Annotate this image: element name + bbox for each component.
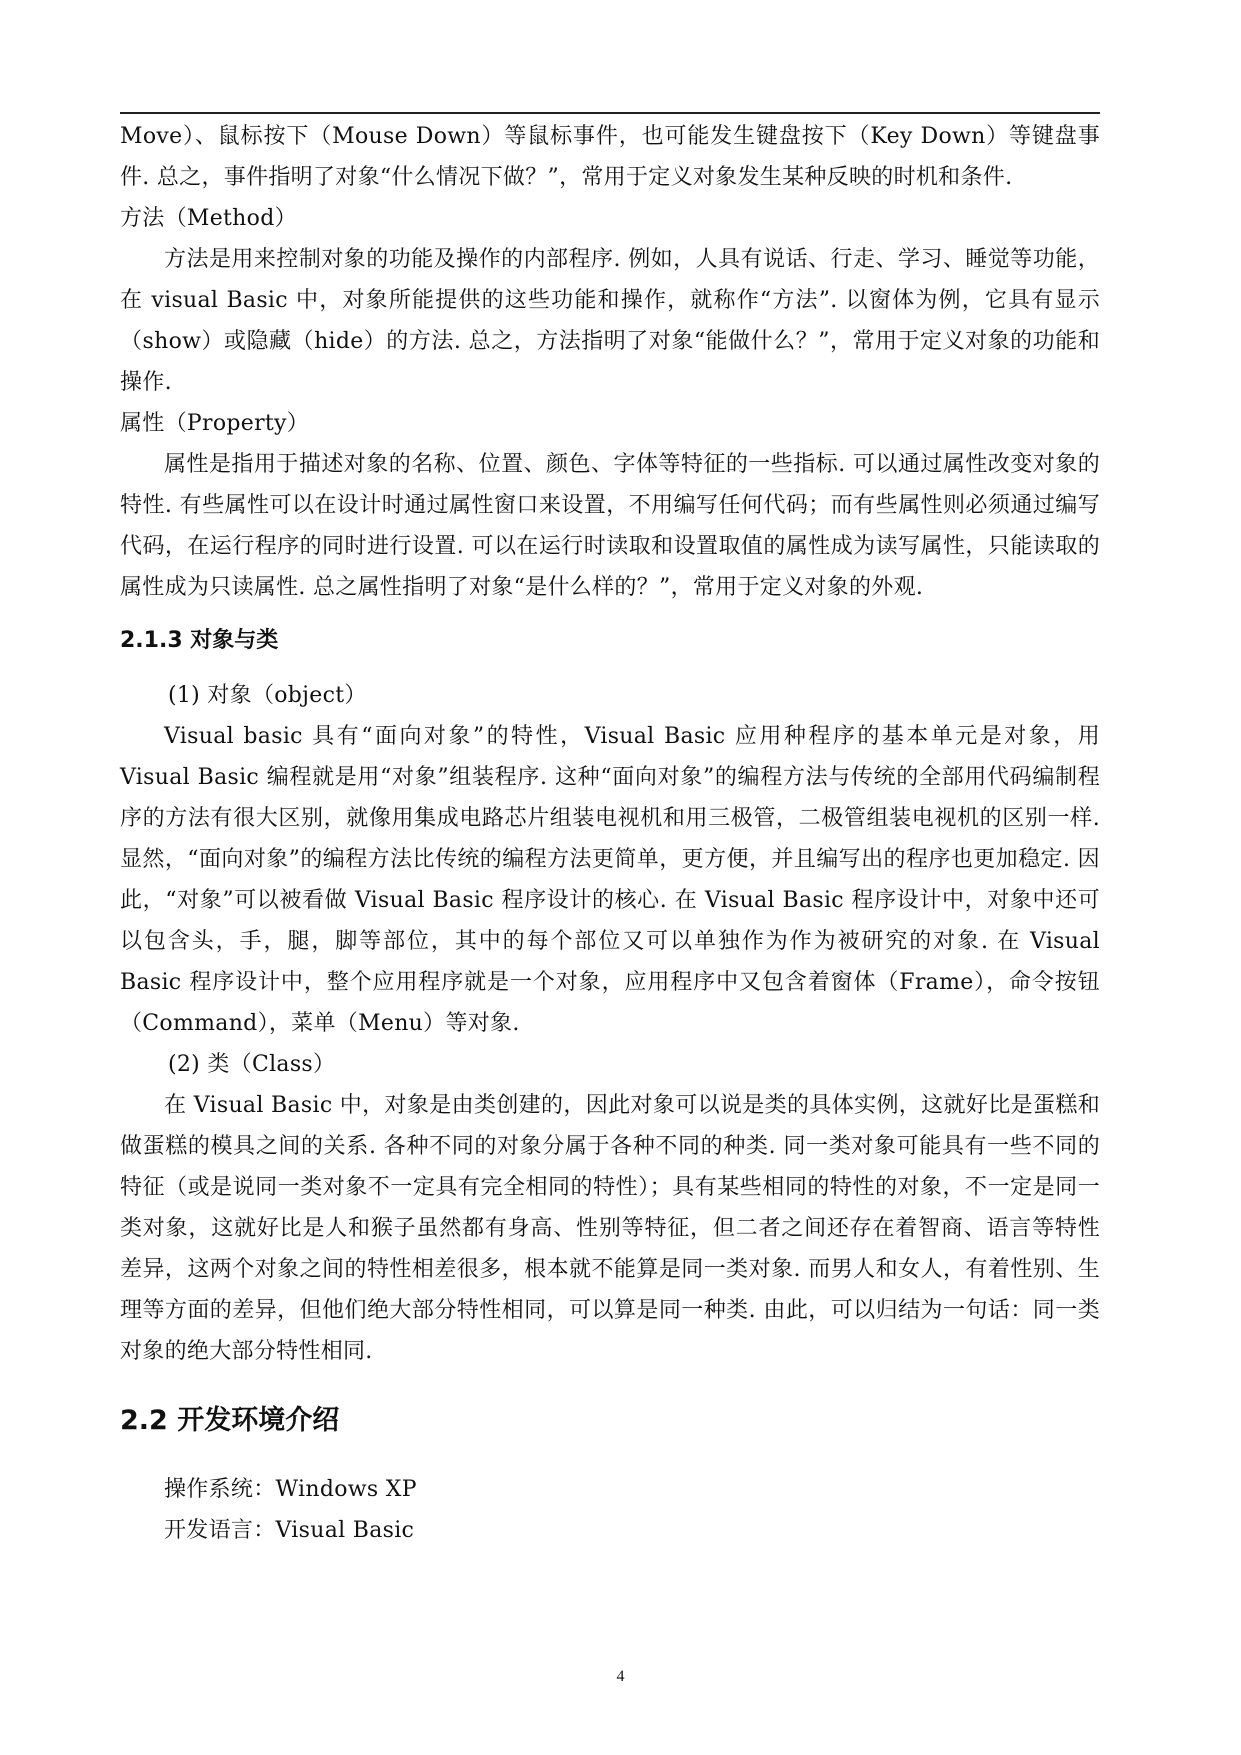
object-item-label: (1) 对象（object） bbox=[168, 683, 367, 708]
page-content bbox=[120, 116, 1100, 1551]
property-paragraph: 属性是指用于描述对象的名称、位置、颜色、字体等特征的一些指标. 可以通过属性改变对象的特性. 有些属性可以在设计时通过属性窗口来设置，不用编写任何代码；而有些属性则必须通过编写代码，在运行程序的同时进行设置. 可以在运行时读取和设置取值的属性成为读写属性，只能读取的属性成为只读属性. 总之属性指明了对象“是什么样的？”，常用于定义对象的外观. bbox=[120, 452, 1100, 600]
continued-paragraph: Move）、鼠标按下（Mouse Down）等鼠标事件，也可能发生键盘按下（Key Down）等键盘事件. 总之，事件指明了对象“什么情况下做？”，常用于定义对象发生某种反映的时机和条件. bbox=[120, 124, 1100, 190]
os-line: 操作系统：Windows XP bbox=[164, 1477, 417, 1502]
class-item-label: (2) 类（Class） bbox=[168, 1052, 336, 1077]
object-paragraph: Visual basic 具有“面向对象”的特性，Visual Basic 应用种程序的基本单元是对象，用 Visual Basic 编程就是用“对象”组装程序. 这种“面向对象”的编程方法与传统的全部用代码编制程序的方法有很大区别，就像用集成电路芯片组装电视机和用三极管，二极管组装电视机的区别一样. 显然，“面向对象”的编程方法比传统的编程方法更简单，更方便，并且编写出的程序也更加稳定. 因此，“对象”可以被看做 Visual Basic 程序设计的核心. 在 Visual Basic 程序设计中，对象中还可以包含头，手，腿，脚等部位，其中的每个部位又可以单独作为作为被研究的对象. 在 Visual Basic 程序设计中，整个应用程序就是一个对象，应用程序中又包含着窗体（Frame），命令按钮（Command），菜单（Menu）等对象. bbox=[120, 724, 1100, 1036]
method-title: 方法（Method） bbox=[120, 206, 297, 231]
property-title: 属性（Property） bbox=[120, 411, 310, 436]
header-rule bbox=[120, 112, 1100, 114]
section-heading-2-1-3: 2.1.3 对象与类 bbox=[120, 628, 279, 653]
method-paragraph: 方法是用来控制对象的功能及操作的内部程序. 例如，人具有说话、行走、学习、睡觉等功能，在 visual Basic 中，对象所能提供的这些功能和操作，就称作“方法”. 以窗体为例，它具有显示（show）或隐藏（hide）的方法. 总之，方法指明了对象“能做什么？”，常用于定义对象的功能和操作. bbox=[120, 247, 1100, 395]
section-heading-2-2: 2.2 开发环境介绍 bbox=[120, 1405, 340, 1436]
page-number: 4 bbox=[616, 1668, 625, 1685]
language-line: 开发语言：Visual Basic bbox=[164, 1518, 415, 1543]
class-paragraph: 在 Visual Basic 中，对象是由类创建的，因此对象可以说是类的具体实例，这就好比是蛋糕和做蛋糕的模具之间的关系. 各种不同的对象分属于各种不同的种类. 同一类对象可能具有一些不同的特征（或是说同一类对象不一定具有完全相同的特性）；具有某些相同的特性的对象，不一定是同一类对象，这就好比是人和猴子虽然都有身高、性别等特征，但二者之间还存在着智商、语言等特性差异，这两个对象之间的特性相差很多，根本就不能算是同一类对象. 而男人和女人，有着性别、生理等方面的差异，但他们绝大部分特性相同，可以算是同一种类. 由此，可以归结为一句话：同一类对象的绝大部分特性相同. bbox=[120, 1093, 1100, 1364]
